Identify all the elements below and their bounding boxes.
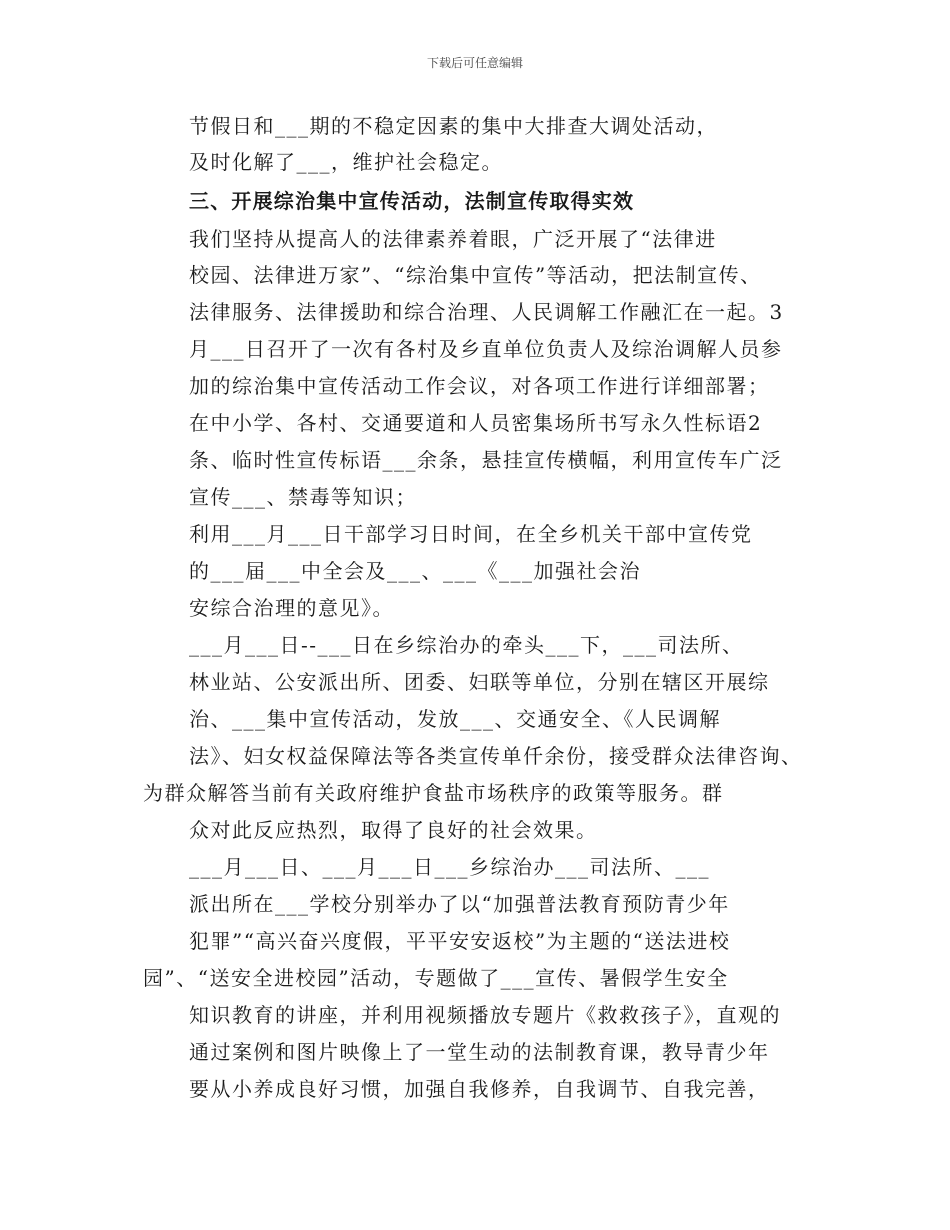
text-line: 利用___月___日干部学习日时间，在全乡机关干部中宣传党 — [189, 522, 753, 546]
text-line: ___月___日、___月___日___乡综治办___司法所、___ — [189, 855, 710, 879]
text-line: 林业站、公安派出所、团委、妇联等单位，分别在辖区开展综 — [189, 670, 770, 694]
text-line: 节假日和___期的不稳定因素的集中大排查大调处活动， — [189, 114, 718, 138]
text-line: 校园、法律进万家”、“综治集中宣传”等活动，把法制宣传、 — [189, 263, 762, 287]
text-line: 犯罪”“高兴奋兴度假，平平安安返校”为主题的“送法进校 — [189, 929, 731, 953]
text-line: 要从小养成良好习惯，加强自我修养，自我调节、自我完善， — [189, 1077, 770, 1101]
text-line: 的___届___中全会及___、___《___加强社会治 — [189, 559, 641, 583]
text-line: 在中小学、各村、交通要道和人员密集场所书写永久性标语2 — [189, 411, 763, 435]
text-line: ___月___日--___日在乡综治办的牵头___下，___司法所、 — [189, 633, 744, 657]
text-line: 安综合治理的意见》。 — [189, 596, 394, 620]
text-line: 知识教育的讲座，并利用视频播放专题片《救救孩子》，直观的 — [189, 1003, 781, 1027]
text-line: 及时化解了___，维护社会稳定。 — [189, 150, 503, 174]
text-line: 法》、妇女权益保障法等各类宣传单仟余份，接受群众法律咨询、 — [189, 744, 803, 768]
text-line: 治、___集中宣传活动，发放___、交通安全、《人民调解 — [189, 707, 721, 731]
text-line: 加的综治集中宣传活动工作会议，对各项工作进行详细部署； — [189, 374, 770, 398]
text-line: 园”、“送安全进校园”活动，专题做了___宣传、暑假学生安全 — [143, 966, 729, 990]
text-line: 法律服务、法律援助和综合治理、人民调解工作融汇在一起。3 — [189, 300, 784, 324]
text-line: 为群众解答当前有关政府维护食盐市场秩序的政策等服务。群 — [143, 781, 724, 805]
text-line: 我们坚持从提高人的法律素养着眼，广泛开展了“法律进 — [189, 227, 717, 251]
text-line: 条、临时性宣传标语___余条，悬挂宣传横幅，利用宣传车广泛 — [189, 448, 783, 472]
section-heading: 三、开展综治集中宣传活动，法制宣传取得实效 — [189, 189, 635, 213]
page-header: 下载后可任意编辑 — [426, 56, 523, 70]
text-line: 派出所在___学校分别举办了以“加强普法教育预防青少年 — [189, 892, 730, 916]
text-line: 通过案例和图片映像上了一堂生动的法制教育课，教导青少年 — [189, 1040, 770, 1064]
text-line: 宣传___、禁毒等知识； — [189, 485, 417, 509]
text-line: 月___日召开了一次有各村及乡直单位负责人及综治调解人员参 — [189, 337, 783, 361]
text-line: 众对此反应热烈，取得了良好的社会效果。 — [189, 818, 598, 842]
